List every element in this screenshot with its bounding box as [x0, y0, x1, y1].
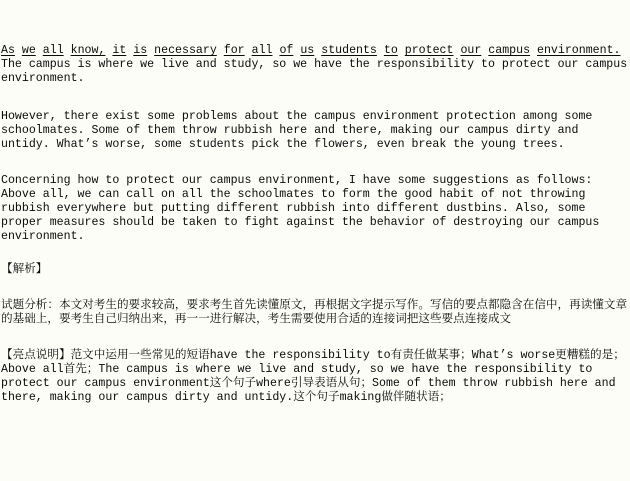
- essay-paragraph-1: [1, 44, 630, 86]
- highlights-body: 范文中运用一些常见的短语have the responsibility to有责任做某事；What’s worse更糟糕的是；Above all首先；The campus is where we live and study, so we have the responsibility to protect our campus environment这个句子where引导表语从句；Some of them throw rubbish here and there, making our campus dirty and untidy.这个句子making做伴随状语；: [1, 349, 625, 404]
- essay-paragraph-2: However, there exist some problems about the campus environment protection among some schoolmates. Some of them throw rubbish here and there, making our campus dirty and untidy. What’s worse, some students pick the flowers, even break the young trees.: [1, 110, 593, 151]
- analysis-heading: 【解析】: [1, 263, 48, 276]
- highlights-heading: 【亮点说明】: [1, 349, 71, 362]
- analysis-body: 试题分析：本文对考生的要求较高，要求考生首先读懂原文，再根据文字提示写作。写信的要点都隐含在信中，再读懂文章的基础上，要考生自己归纳出来，再一一进行解决，考生需要使用合适的连接词把这些要点连接成文: [1, 299, 628, 326]
- essay-underlined-sentence: As we all know, it is necessary for all of us students to protect our campus environment.: [1, 44, 621, 57]
- essay-paragraph-1-rest: The campus is where we live and study, so we have the responsibility to protect our campus environment.: [1, 58, 628, 85]
- essay-paragraph-3: Concerning how to protect our campus environment, I have some suggestions as follows: Above all, we can call on all the schoolmates to form the good habit of not throwing rubbish everywhere but putting different rubbish into different dustbins. Also, some proper measures should be taken to fight against the behavior of destroying our campus environment.: [1, 174, 600, 243]
- highlights-paragraph: [1, 349, 630, 405]
